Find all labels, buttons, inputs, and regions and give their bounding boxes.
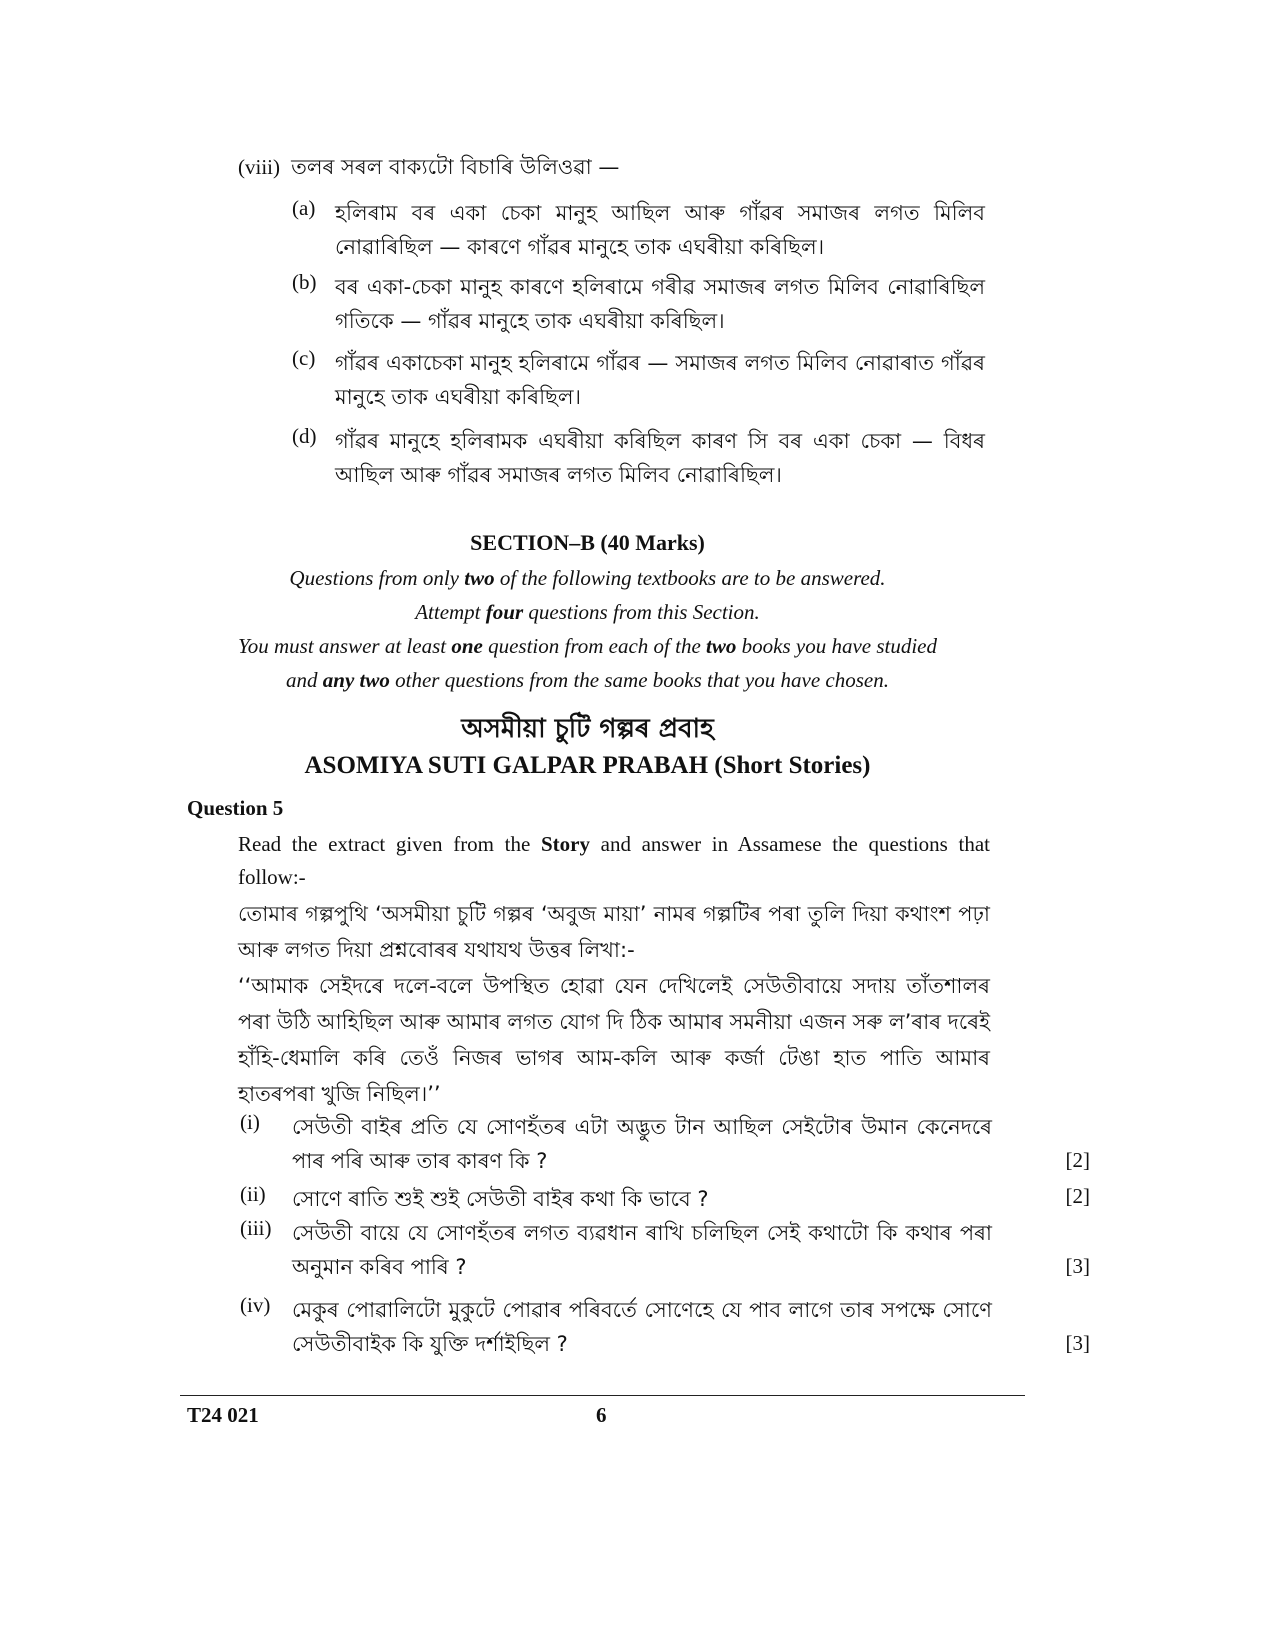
instr-text: questions from this Section. — [523, 600, 760, 624]
marks: [2] — [1065, 1148, 1090, 1172]
marks: [3] — [1065, 1254, 1090, 1278]
instr-emphasis: two — [706, 634, 737, 658]
book-title-assamese: অসমীয়া চুটি গল্পৰ প্ৰবাহ — [461, 714, 714, 744]
question-label: (viii) — [238, 155, 280, 179]
intro-text: and answer in Assamese the questions that follow:- — [238, 832, 990, 889]
instr-text: You must answer at least — [238, 634, 452, 658]
instr-emphasis: any two — [322, 668, 390, 692]
subquestion-label: (i) — [240, 1110, 260, 1134]
subquestion-label: (iii) — [240, 1216, 272, 1240]
section-instruction-4 — [0, 668, 1175, 693]
story-extract: ‘‘আমাক সেইদৰে দলে-বলে উপস্থিত হোৱা যেন দেখিলেই সেউতীবায়ে সদায় তাঁতশালৰ পৰা উঠি আহিছিল আৰু আমাৰ লগত যোগ দি ঠিক আমাৰ সমনীয়া এজন সৰু ল’ৰাৰ দৰেই হাঁহি-ধেমালি কৰি তেওঁ নিজৰ ভাগৰ আম-কলি আৰু কৰ্জা টেঙা হাত পাতি আমাৰ হাতৰপৰা খুজি নিছিল।’’ — [238, 974, 990, 1106]
subquestion-text: সেউতী বাইৰ প্ৰতি যে সোণহঁতৰ এটা অদ্ভুত টান আছিল সেইটোৰ উমান কেনেদৰে পাৰ পৰি আৰু তাৰ কাৰণ কি ? — [292, 1115, 992, 1173]
option-text: গাঁৱৰ একাচেকা মানুহ হলিৰামে গাঁৱৰ — সমাজৰ লগত মিলিব নোৱাৰাত গাঁৱৰ মানুহে তাক এঘৰীয়া কৰিছিল। — [335, 351, 985, 409]
question-5-heading: Question 5 — [187, 796, 284, 820]
option-text: গাঁৱৰ মানুহে হলিৰামক এঘৰীয়া কৰিছিল কাৰণ সি বৰ একা চেকা — বিধৰ আছিল আৰু গাঁৱৰ সমাজৰ লগত মিলিব নোৱাৰিছিল। — [335, 429, 985, 487]
question-stem: তলৰ সৰল বাক্যটো বিচাৰি উলিওৱা — — [291, 155, 620, 179]
option-text: হলিৰাম বৰ একা চেকা মানুহ আছিল আৰু গাঁৱৰ সমাজৰ লগত মিলিব নোৱাৰিছিল — কাৰণে গাঁৱৰ মানুহে তাক এঘৰীয়া কৰিছিল। — [335, 201, 985, 259]
section-instruction-3 — [0, 634, 1175, 659]
instr-text: question from each of the — [482, 634, 707, 658]
section-instruction-1 — [0, 566, 1175, 591]
paper-code: T24 021 — [187, 1403, 259, 1427]
instr-text: books you have studied — [736, 634, 937, 658]
instr-text: and — [286, 668, 323, 692]
instr-emphasis: one — [451, 634, 483, 658]
option-label: (b) — [292, 270, 317, 294]
option-label: (c) — [292, 346, 316, 370]
subquestion-label: (ii) — [240, 1182, 266, 1206]
question-viii — [238, 150, 998, 184]
question-5-intro-assamese: তোমাৰ গল্পপুথি ‘অসমীয়া চুটি গল্পৰ ‘অবুজ মায়া’ নামৰ গল্পটিৰ পৰা তুলি দিয়া কথাংশ পঢ়া আৰু লগত দিয়া প্ৰশ্নবোৰৰ যথাযথ উত্তৰ লিখা:- — [238, 902, 990, 962]
question-5-intro — [238, 828, 990, 894]
subquestion-text: মেকুৰ পোৱালিটো মুকুটে পোৱাৰ পৰিবৰ্তে সোণেহে যে পাব লাগে তাৰ সপক্ষে সোণে সেউতীবাইক কি যুক্তি দৰ্শাইছিল ? — [292, 1298, 992, 1356]
instr-emphasis: four — [485, 600, 524, 624]
instr-text: other questions from the same books that you have chosen. — [389, 668, 889, 692]
instr-text: Attempt — [415, 600, 486, 624]
option-text: বৰ একা-চেকা মানুহ কাৰণে হলিৰামে গৰীৱ সমাজৰ লগত মিলিব নোৱাৰিছিল গতিকে — গাঁৱৰ মানুহে তাক এঘৰীয়া কৰিছিল। — [335, 275, 985, 333]
subquestion-text: সেউতী বায়ে যে সোণহঁতৰ লগত ব্যৱধান ৰাখি চলিছিল সেই কথাটো কি কথাৰ পৰা অনুমান কৰিব পাৰি ? — [292, 1221, 992, 1279]
section-instruction-2 — [0, 600, 1175, 625]
option-label: (a) — [292, 196, 316, 220]
marks: [2] — [1065, 1184, 1090, 1208]
footer-rule — [180, 1395, 1025, 1396]
book-title-english: ASOMIYA SUTI GALPAR PRABAH (Short Stories) — [304, 752, 871, 779]
instr-emphasis: two — [464, 566, 495, 590]
instr-text: of the following textbooks are to be answered. — [494, 566, 886, 590]
page-number: 6 — [596, 1403, 607, 1427]
intro-text: Read the extract given from the — [238, 832, 541, 856]
marks: [3] — [1065, 1331, 1090, 1355]
intro-emphasis: Story — [540, 832, 590, 856]
subquestion-text: সোণে ৰাতি শুই শুই সেউতী বাইৰ কথা কি ভাবে ? — [292, 1187, 709, 1211]
option-label: (d) — [292, 424, 317, 448]
section-title: SECTION–B (40 Marks) — [470, 530, 705, 555]
subquestion-label: (iv) — [240, 1293, 271, 1317]
instr-text: Questions from only — [289, 566, 465, 590]
